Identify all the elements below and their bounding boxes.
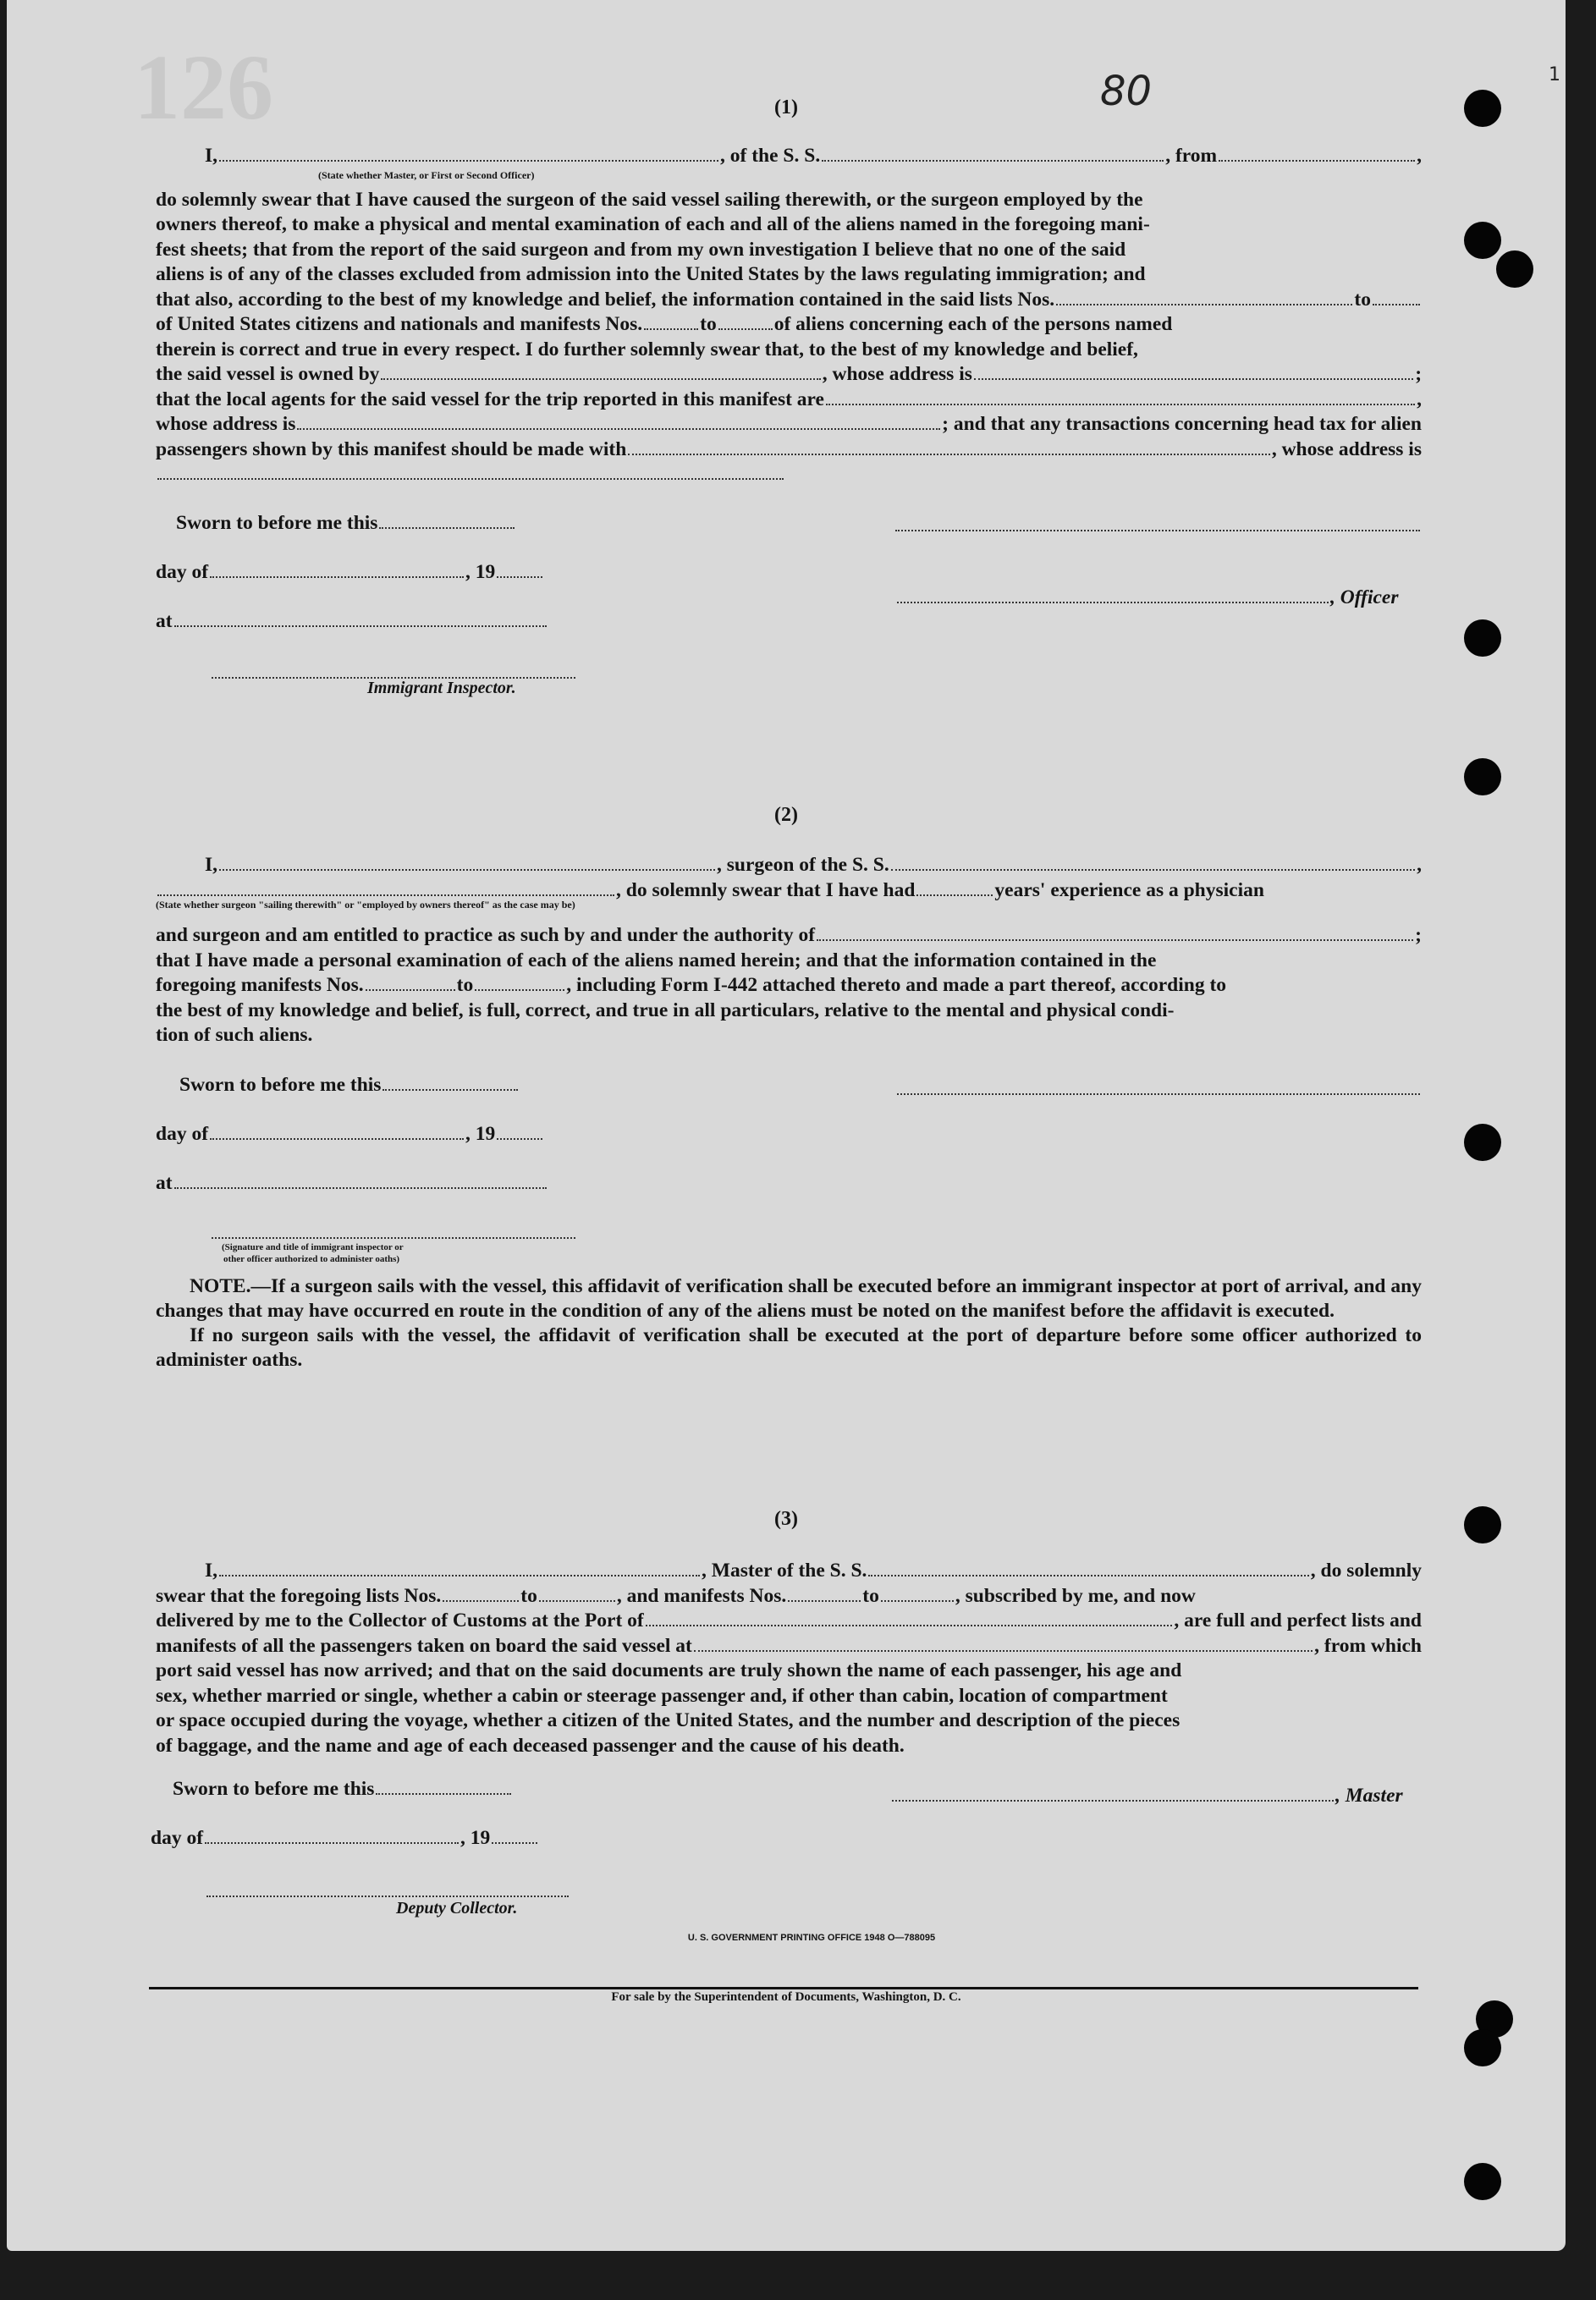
text: , do solemnly [1310, 1560, 1422, 1582]
section-2-day [156, 1122, 544, 1146]
text-line [156, 362, 1422, 388]
text: , subscribed by me, and now [955, 1584, 1196, 1607]
text: I, [205, 854, 218, 876]
section-3-sworn [173, 1777, 513, 1801]
fill-blank[interactable] [628, 437, 1270, 455]
fill-blank[interactable] [646, 1609, 1173, 1626]
text: Sworn to before me this [179, 1073, 382, 1096]
text: whose address is [156, 413, 296, 435]
text: ; and that any transactions concerning head tax for alien [942, 413, 1422, 435]
text-line: sex, whether married or single, whether a cabin or steerage passenger and, if other than cabin, location of compartment [156, 1684, 1168, 1707]
text-line: the best of my knowledge and belief, is full, correct, and true in all particulars, relative to the mental and physical condi- [156, 999, 1175, 1021]
text: the said vessel is owned by [156, 363, 380, 385]
text: ; [1415, 363, 1423, 385]
text-line [156, 288, 1422, 313]
text: , [1417, 145, 1422, 167]
section-2-sworn [179, 1073, 520, 1097]
collector-caption: Deputy Collector. [396, 1899, 518, 1918]
text: , from [1165, 145, 1218, 167]
fill-blank[interactable] [382, 1073, 518, 1091]
form-page [7, 0, 1566, 2251]
fill-blank[interactable] [219, 1559, 700, 1576]
text-line: therein is correct and true in every respect. I do further solemnly swear that, to the best of my knowledge and belief, [156, 338, 1138, 360]
fill-blank[interactable] [891, 853, 1415, 871]
officer-line [895, 586, 1398, 609]
fill-blank[interactable] [892, 1784, 1334, 1802]
text: , and manifests Nos. [616, 1584, 787, 1607]
punch-hole [1464, 1124, 1501, 1161]
text: years' experience as a physician [994, 878, 1264, 901]
surgeon-signature-line[interactable] [897, 1093, 1420, 1095]
text: , whose address is [822, 363, 972, 385]
master-label: , Master [1335, 1784, 1403, 1807]
section-1-number: (1) [774, 96, 798, 118]
text: Sworn to before me this [173, 1777, 375, 1800]
fill-blank[interactable] [788, 1584, 861, 1602]
section-1-at [156, 609, 548, 633]
text: that the local agents for the said vessel for the trip reported in this manifest are [156, 388, 824, 410]
fill-blank[interactable] [210, 560, 464, 578]
handwritten-page-number: 80 [1100, 68, 1153, 115]
text-line: of baggage, and the name and age of each deceased passenger and the cause of his death. [156, 1734, 905, 1757]
text-line [156, 437, 1422, 463]
fill-blank[interactable] [817, 923, 1413, 941]
text-line [156, 923, 1422, 949]
text-line [156, 412, 1422, 437]
fill-blank[interactable] [497, 1122, 542, 1140]
fill-blank[interactable] [174, 609, 547, 627]
section-3-body [156, 1559, 1422, 1758]
text: , Master of the S. S. [702, 1560, 867, 1582]
section-1-line-1 [156, 144, 1422, 169]
section-1-day [156, 560, 544, 584]
text: manifests of all the passengers taken on board the said vessel at [156, 1634, 692, 1657]
fill-blank[interactable] [219, 144, 718, 162]
fill-blank[interactable] [376, 1777, 511, 1795]
text: to [862, 1584, 879, 1607]
collector-signature-line[interactable] [206, 1896, 569, 1897]
fill-blank[interactable] [539, 1584, 615, 1602]
note-1: NOTE.—If a surgeon sails with the vessel, this affidavit of verification shall be executed before an immigrant inspector at port of arrival, and any changes that may have occurred en route in the condition of any of the aliens must be noted on the manifest before the affidavit is executed. [156, 1275, 1422, 1322]
text: I, [205, 1560, 218, 1582]
text-line: owners thereof, to make a physical and mental examination of each and all of the aliens named in the foregoing mani- [156, 213, 1150, 235]
text: , including Form I-442 attached thereto and made a part thereof, according to [566, 974, 1227, 996]
fill-blank[interactable] [443, 1584, 519, 1602]
punch-hole [1464, 2029, 1501, 2066]
fill-blank[interactable] [718, 312, 773, 330]
text: day of [151, 1826, 204, 1849]
text-line [156, 312, 1422, 338]
corner-mark: 1 [1549, 64, 1560, 85]
text: day of [156, 560, 209, 583]
text: passengers shown by this manifest should be made with [156, 437, 627, 460]
text: , [1417, 854, 1422, 876]
punch-hole [1464, 619, 1501, 657]
fill-blank[interactable] [492, 1826, 537, 1844]
fill-blank[interactable] [497, 560, 542, 578]
note-2: If no surgeon sails with the vessel, the affidavit of verification shall be executed at the port of departure before some officer authorized to administer oaths. [156, 1324, 1422, 1371]
fill-blank[interactable] [366, 973, 455, 991]
text: I, [205, 145, 218, 167]
text-line [156, 853, 1422, 878]
text: , surgeon of the S. S. [717, 854, 889, 876]
text: day of [156, 1122, 209, 1145]
fill-blank[interactable] [381, 362, 820, 380]
section-3-day [151, 1826, 539, 1850]
fill-blank[interactable] [868, 1559, 1308, 1576]
fill-blank[interactable] [1373, 288, 1420, 305]
text: to [1354, 288, 1371, 311]
fill-blank[interactable] [157, 462, 784, 480]
text-line: or space occupied during the voyage, whether a citizen of the United States, and the number and description of the pieces [156, 1709, 1180, 1731]
text-line [156, 973, 1422, 999]
text-line [156, 1609, 1422, 1634]
punch-hole [1464, 2163, 1501, 2200]
fill-blank[interactable] [210, 1122, 464, 1140]
punch-hole [1464, 222, 1501, 259]
bleed-through-mark: 126 [134, 36, 273, 139]
section-2-body [156, 853, 1422, 1048]
fill-blank[interactable] [897, 586, 1329, 603]
text: of aliens concerning each of the persons named [773, 313, 1173, 335]
text-line: port said vessel has now arrived; and that on the said documents are truly shown the name of each passenger, his age and [156, 1659, 1182, 1681]
signature-caption-2: other officer authorized to administer oaths) [223, 1254, 400, 1264]
officer-label: , Officer [1330, 586, 1399, 608]
text: , are full and perfect lists and [1174, 1609, 1422, 1631]
text: to [700, 313, 717, 335]
punch-hole [1464, 758, 1501, 795]
text: of United States citizens and nationals and manifests Nos. [156, 313, 643, 335]
text-line [156, 1559, 1422, 1584]
text: , from which [1314, 1634, 1422, 1657]
section-3-number: (3) [774, 1508, 798, 1530]
fill-blank[interactable] [881, 1584, 954, 1602]
signature-caption-1: (Signature and title of immigrant inspector or [222, 1242, 404, 1252]
text-line [156, 1634, 1422, 1659]
for-sale-line: For sale by the Superintendent of Documents, Washington, D. C. [611, 1990, 961, 2004]
text-line [156, 1584, 1422, 1609]
text: , of the S. S. [720, 145, 821, 167]
section-2-notes [156, 1274, 1422, 1373]
fill-blank[interactable] [379, 511, 515, 529]
text: , 19 [460, 1826, 491, 1849]
footer-rule [149, 1987, 1418, 1989]
text: , whose address is [1271, 437, 1422, 460]
section-2-at [156, 1171, 548, 1195]
text: foregoing manifests Nos. [156, 974, 364, 996]
punch-hole [1496, 250, 1533, 288]
text: , 19 [465, 1122, 496, 1145]
section-2-caption: (State whether surgeon "sailing therewith" or "employed by owners thereof" as the case may be) [156, 899, 575, 911]
text-line: aliens is of any of the classes excluded from admission into the United States by the laws regulating immigration; and [156, 263, 1146, 285]
text: , 19 [465, 560, 496, 583]
fill-blank[interactable] [916, 878, 993, 896]
text: at [156, 609, 173, 632]
fill-blank[interactable] [694, 1634, 1313, 1652]
fill-blank[interactable] [826, 388, 1415, 405]
fill-blank[interactable] [644, 312, 698, 330]
text: to [456, 974, 474, 996]
section-1-caption: (State whether Master, or First or Second Officer) [318, 169, 535, 181]
master-line [890, 1784, 1403, 1808]
fill-blank[interactable] [157, 878, 614, 896]
fill-blank[interactable] [974, 362, 1413, 380]
text: , do solemnly swear that I have had [616, 878, 916, 901]
fill-blank[interactable] [205, 1826, 459, 1844]
printing-office-line: U. S. GOVERNMENT PRINTING OFFICE 1948 O—788095 [687, 1933, 936, 1943]
section-1-sworn [176, 511, 516, 535]
text: swear that the foregoing lists Nos. [156, 1584, 442, 1607]
text: at [156, 1171, 173, 1194]
fill-blank[interactable] [1056, 288, 1352, 305]
text-line [156, 388, 1422, 413]
fill-blank[interactable] [822, 144, 1164, 162]
text-line: fest sheets; that from the report of the said surgeon and from my own investigation I believe that no one of the said [156, 238, 1126, 261]
fill-blank[interactable] [219, 853, 715, 871]
fill-blank[interactable] [1219, 144, 1415, 162]
text: to [520, 1584, 537, 1607]
fill-blank[interactable] [174, 1171, 547, 1189]
text-line: tion of such aliens. [156, 1024, 313, 1046]
text: Sworn to before me this [176, 511, 378, 534]
text: that also, according to the best of my knowledge and belief, the information contained in the said lists Nos. [156, 288, 1055, 311]
text-line: do solemnly swear that I have caused the surgeon of the said vessel sailing therewith, or the surgeon employed by the [156, 188, 1143, 211]
text: delivered by me to the Collector of Customs at the Port of [156, 1609, 644, 1631]
text: , [1417, 388, 1422, 410]
fill-blank[interactable] [475, 973, 564, 991]
text-line [156, 462, 1422, 480]
section-2-number: (2) [774, 804, 798, 826]
fill-blank[interactable] [297, 412, 940, 430]
text-line: that I have made a personal examination of each of the aliens named herein; and that the information contained in the [156, 949, 1157, 971]
section-1-body [156, 144, 1422, 480]
text: ; [1415, 924, 1422, 946]
text: and surgeon and am entitled to practice as such by and under the authority of [156, 924, 816, 946]
section-2-signature-line[interactable] [212, 1237, 575, 1239]
officer-signature-line-1[interactable] [895, 530, 1420, 531]
inspector-caption: Immigrant Inspector. [367, 679, 516, 697]
